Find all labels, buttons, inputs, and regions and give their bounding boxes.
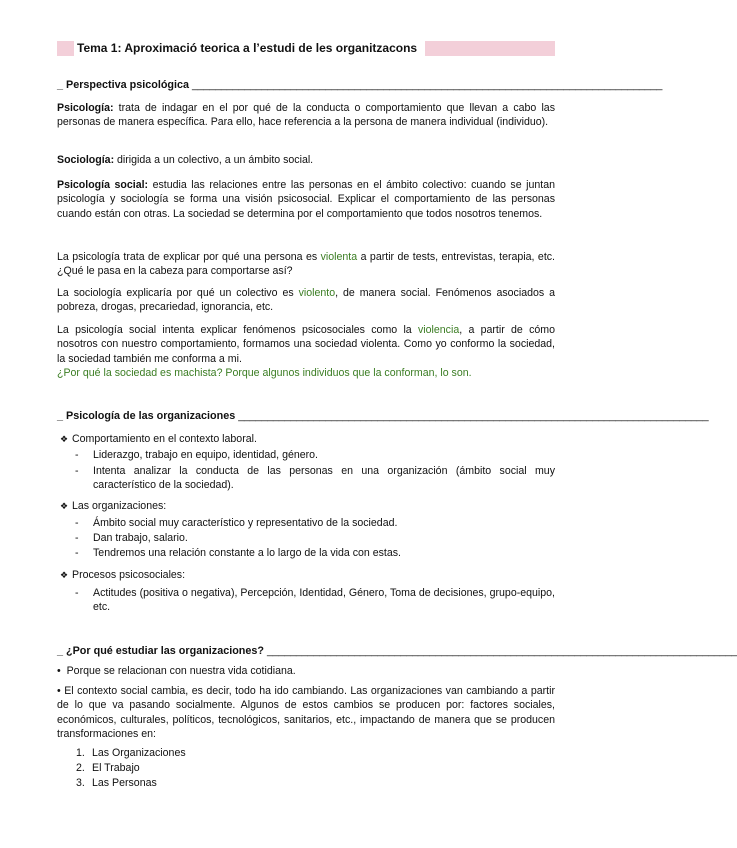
- page-title: Tema 1: Aproximació teorica a l’estudi de les organitzacons: [77, 41, 418, 55]
- title-highlight-right: [425, 41, 555, 56]
- paragraph-sociologia: Sociología: dirigida a un colectivo, a un ámbito social.: [57, 154, 314, 166]
- section-heading-organizaciones: _ Psicología de las organizaciones _________________________________________________________________________________: [57, 410, 709, 422]
- list-item: 1. Las Organizaciones: [76, 747, 186, 759]
- document-page: Tema 1: Aproximació teorica a l’estudi de les organitzacons _ Perspectiva psicológica _________________________________________________________________________________ Psicología: trata de indagar en el por qué de la conducta o comportamiento que llevan a cabo las personas de manera específica. Para ello, hace referencia a la persona de manera individual (individuo). Sociología: dirigida a un colectivo, a un ámbito social. Psicología social: estudia las relaciones entre las personas en el ámbito colectivo: cuando se juntan psicología y sociología se forma una visión psicosocial. Explicar el comportamiento de las personas cuando están con otras. La sociedad se determina por el comportamiento que todos nosotros tenemos. La psicología trata de explicar por qué una persona es violenta a partir de tests, entrevistas, terapia, etc. ¿Qué le pasa en la cabeza para comportarse así? La sociología explicaría por qué un colectivo es violento, de manera social. Fenómenos asociados a pobreza, drogas, precariedad, ignorancia, etc. La psicología social intenta explicar fenómenos psicosociales como la violencia, a partir de cómo nosotros con nuestro comportamiento, formamos una sociedad violenta. Como yo conformo la sociedad, la sociedad también me conforma a mi. ¿Por qué la sociedad es machista? Porque algunos individuos que la conforman, lo son. _ Psicología de las organizaciones _________________________________________________________________________________ ❖ Comportamiento en el contexto laboral. - Liderazgo, trabajo en equipo, identidad, género. - Intenta analizar la conducta de las personas en una organización (ámbito social muy característico de la sociedad). ❖ Las organizaciones: - Ámbito social muy característico y representativo de la sociedad. - Dan trabajo, salario. - Tendremos una relación constante a lo largo de la vida con estas. ❖ Procesos psicosociales: - Actitudes (positiva o negativa), Percepción, Identidad, Género, Toma de decisiones, grupo-equipo, etc. _ ¿Por qué estudiar las organizaciones? _________________________________________________________________________________ • Porque se relacionan con nuestra vida cotidiana. • El contexto social cambia, es decir, todo ha ido cambiando. Las organizaciones van cambiando a partir de lo que va pasando socialmente. Algunos de estos cambios se producen por: factores sociales, económicos, culturales, políticos, tecnológicos, sanitarios, etc., impactando de manera que se producen transformaciones en: 1. Las Organizaciones 2. El Trabajo 3. Las Personas: [57, 41, 737, 789]
- paragraph-psicologia-social: Psicología social: estudia las relaciones entre las personas en el ámbito colectivo: cuando se juntan psicología y sociología se forma una visión psicosocial. Explicar el comportamiento de las personas cuando están con otras. La sociedad se determina por el comportamiento que todos nosotros tenemos.: [57, 179, 555, 220]
- section-heading-porque: _ ¿Por qué estudiar las organizaciones? _________________________________________________________________________________: [57, 645, 737, 657]
- list-item: 3. Las Personas: [76, 777, 157, 789]
- diamond-bullet-icon: ❖: [60, 434, 69, 444]
- dot-bullet-icon: •: [57, 685, 65, 697]
- bullet-vida-cotidiana: • Porque se relacionan con nuestra vida cotidiana.: [57, 665, 296, 677]
- group-comportamiento: ❖ Comportamiento en el contexto laboral.: [60, 433, 257, 445]
- group-organizaciones: ❖ Las organizaciones:: [60, 500, 167, 512]
- group-procesos: ❖ Procesos psicosociales:: [60, 569, 186, 581]
- machista-question: ¿Por qué la sociedad es machista? Porque algunos individuos que la conforman, lo son.: [57, 367, 472, 380]
- paragraph-psicologia-violenta: La psicología trata de explicar por qué una persona es violenta a partir de tests, entrevistas, terapia, etc. ¿Qué le pasa en la cabeza para comportarse así?: [57, 251, 556, 278]
- diamond-bullet-icon: ❖: [60, 570, 69, 580]
- numbered-list: [76, 746, 186, 791]
- paragraph-sociologia-violento: La sociología explicaría por qué un colectivo es violento, de manera social. Fenómenos asociados a pobreza, drogas, precariedad, ignorancia, etc.: [57, 287, 556, 314]
- list-item: 2. El Trabajo: [76, 762, 140, 774]
- diamond-bullet-icon: ❖: [60, 501, 69, 511]
- paragraph-psicologia-social-violencia: La psicología social intenta explicar fenómenos psicosociales como la violencia, a partir de cómo nosotros con nuestro comportamiento, formamos una sociedad violenta. Como yo conformo la sociedad, la sociedad también me conforma a mi. ¿Por qué la sociedad es machista? Porque algunos individuos que la conforman, lo son.: [57, 324, 555, 380]
- section-heading-perspectiva: _ Perspectiva psicológica _________________________________________________________________________________: [57, 79, 663, 91]
- title-bar: [57, 41, 555, 56]
- paragraph-psicologia: Psicología: trata de indagar en el por qué de la conducta o comportamiento que llevan a cabo las personas de manera específica. Para ello, hace referencia a la persona de manera individual (individuo).: [57, 102, 555, 129]
- title-highlight-left: [57, 41, 74, 56]
- dot-bullet-icon: •: [57, 665, 67, 677]
- bullet-contexto-social: • El contexto social cambia, es decir, todo ha ido cambiando. Las organizaciones van cambiando a partir de lo que va pasando socialmente. Algunos de estos cambios se producen por: factores sociales, económicos, culturales, políticos, tecnológicos, sanitarios, etc., impactando de manera que se producen transformaciones en:: [57, 685, 555, 741]
